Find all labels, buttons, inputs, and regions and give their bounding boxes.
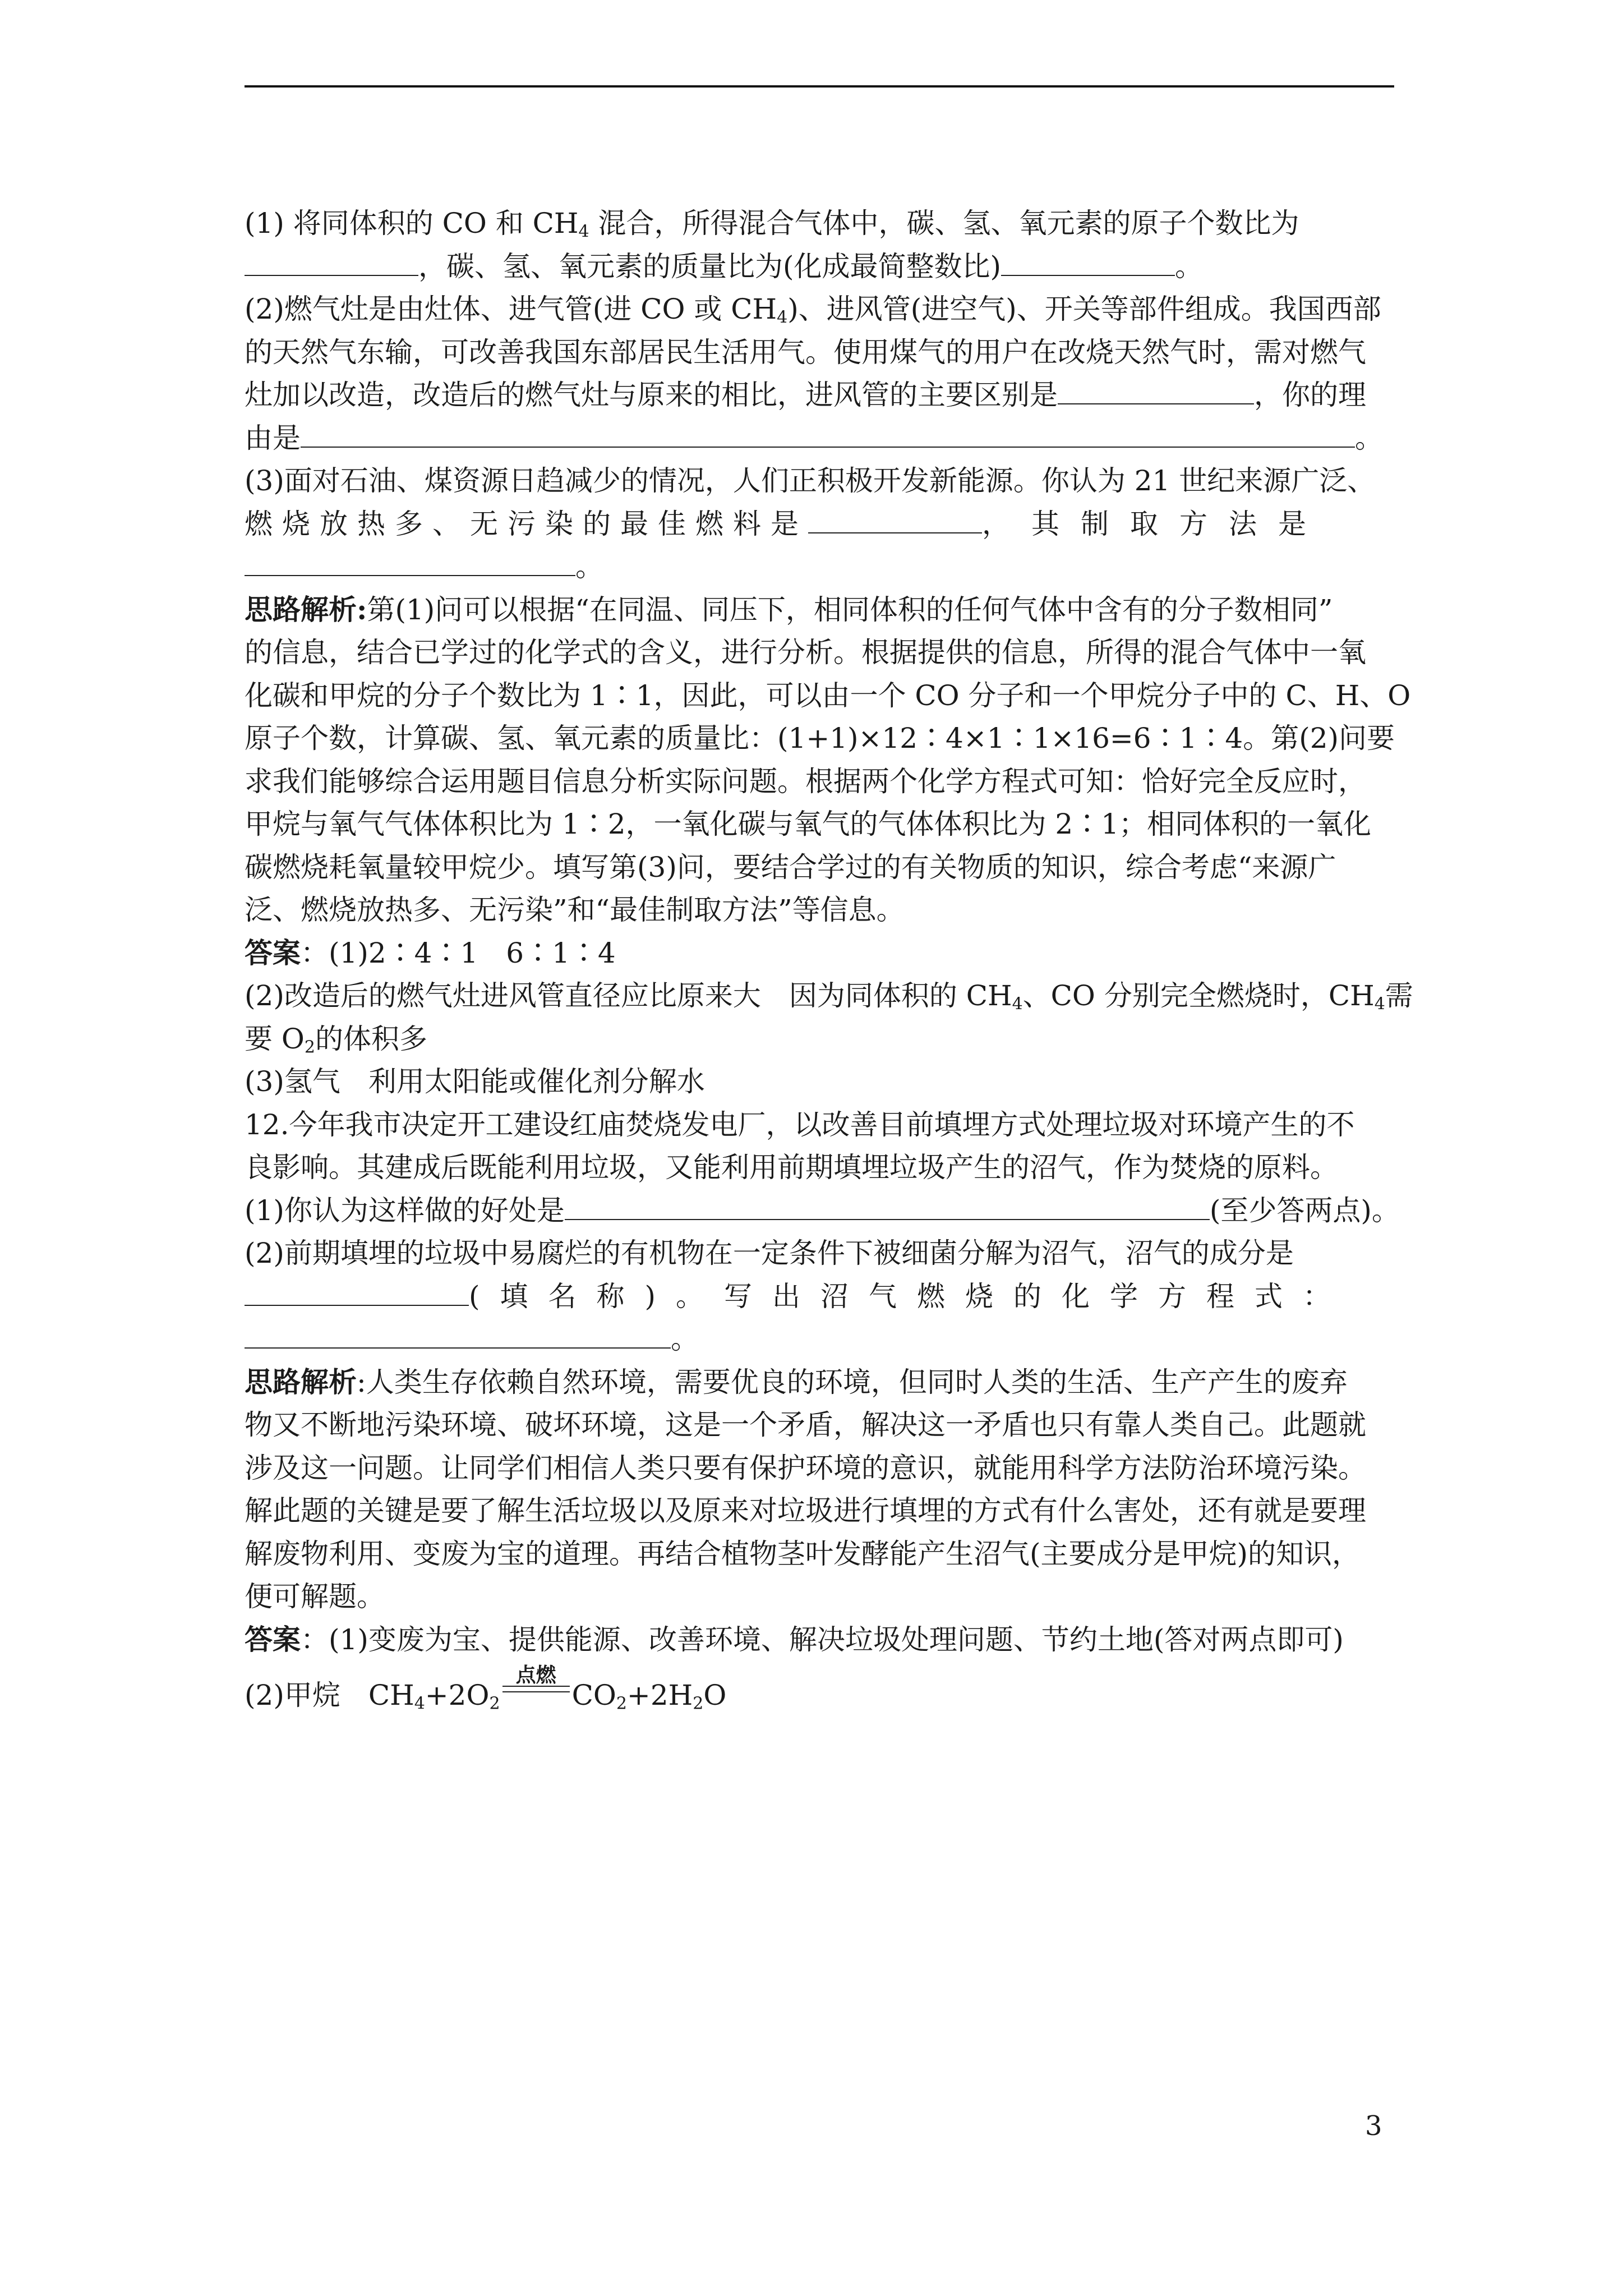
document-body xyxy=(245,202,1413,1735)
answer-blank[interactable] xyxy=(245,548,575,576)
q11-part3-line2: 燃烧放热多、无污染的最佳燃料是 ，其制取方法是 xyxy=(245,503,1394,546)
q11-part3-line1: (3)面对石油、煤资源日趋减少的情况，人们正积极开发新能源。你认为 21 世纪来源广泛、 xyxy=(245,464,1376,497)
page-number: 3 xyxy=(1365,2110,1382,2142)
q12-part1: (1)你认为这样做的好处是 (至少答两点)。 xyxy=(245,1189,1394,1232)
q12-part2-line2: (填名称)。写出沼气燃烧的化学方程式： xyxy=(245,1275,1394,1318)
q11-answer-line3: 要 $O_2$的体积多 xyxy=(245,1022,427,1057)
q11-part2-line1: (2)燃气灶是由灶体、进气管(进 CO 或 $CH_4$)、进风管(进空气)、开关等部件组成。我国西部 xyxy=(245,293,1381,328)
q12-answer-line2: (2)甲烷 $CH_4+2O_2$ 点燃 $CO_2+2H_2O$ xyxy=(245,1661,1394,1735)
q11-answer-line1: 答案：(1)2∶4∶1 6∶1∶4 xyxy=(245,936,616,969)
answer-blank[interactable] xyxy=(1058,376,1254,404)
q11-part1-line2: ，碳、氢、氧元素的质量比为(化成最简整数比) 。 xyxy=(245,245,1394,288)
q12-analysis-line3: 涉及这一问题。让同学们相信人类只要有保护环境的意识，就能用科学方法防治环境污染。 xyxy=(245,1451,1366,1484)
q11-analysis-line5: 求我们能够综合运用题目信息分析实际问题。根据两个化学方程式可知：恰好完全反应时， xyxy=(245,765,1366,798)
answer-label: 答案 xyxy=(245,936,301,969)
answer-blank[interactable] xyxy=(565,1192,1210,1220)
q12-analysis-line5: 解废物利用、变废为宝的道理。再结合植物茎叶发酵能产生沼气(主要成分是甲烷)的知识， xyxy=(245,1537,1361,1570)
q11-part2-line4: 由是 。 xyxy=(245,417,1394,460)
header-rule xyxy=(245,85,1394,88)
answer-label: 答案 xyxy=(245,1622,301,1656)
q11-analysis-line2: 的信息，结合已学过的化学式的含义，进行分析。根据提供的信息，所得的混合气体中一氧 xyxy=(245,636,1366,669)
q12-analysis-line4: 解此题的关键是要了解生活垃圾以及原来对垃圾进行填埋的方式有什么害处，还有就是要理 xyxy=(245,1494,1366,1527)
q12-stem-line1: 12.今年我市决定开工建设红庙焚烧发电厂，以改善目前填埋方式处理垃圾对环境产生的不 xyxy=(245,1108,1355,1141)
q12-part2-line1: (2)前期填埋的垃圾中易腐烂的有机物在一定条件下被细菌分解为沼气，沼气的成分是 xyxy=(245,1237,1294,1269)
q11-part1-line1: (1) 将同体积的 CO 和 $CH_4$ 混合，所得混合气体中，碳、氢、氧元素的原子个数比为 xyxy=(245,207,1299,242)
q11-analysis-line4: 原子个数，计算碳、氢、氧元素的质量比：(1+1)×12∶4×1∶1×16=6∶1∶4。第(2)问要 xyxy=(245,722,1395,754)
q12-stem-line2: 良影响。其建成后既能利用垃圾，又能利用前期填埋垃圾产生的沼气，作为焚烧的原料。 xyxy=(245,1151,1338,1184)
q11-part2-line2: 的天然气东输，可改善我国东部居民生活用气。使用煤气的用户在改烧天然气时，需对燃气 xyxy=(245,335,1366,369)
answer-blank[interactable] xyxy=(245,1320,671,1349)
q11-part3-line3: 。 xyxy=(245,545,1394,588)
q12-analysis-line6: 便可解题。 xyxy=(245,1580,385,1613)
q11-analysis-line7: 碳燃烧耗氧量较甲烷少。填写第(3)问，要结合学过的有关物质的知识，综合考虑“来源广 xyxy=(245,850,1336,884)
reaction-arrow xyxy=(500,1664,572,1705)
analysis-label: 思路解析 xyxy=(245,1365,357,1398)
q12-answer-line1: 答案：(1)变废为宝、提供能源、改善环境、解决垃圾处理问题、节约土地(答对两点即可) xyxy=(245,1622,1344,1656)
reaction-condition: 点燃 xyxy=(515,1664,556,1687)
q12-analysis-line2: 物又不断地污染环境、破坏环境，这是一个矛盾，解决这一矛盾也只有靠人类自己。此题就 xyxy=(245,1409,1366,1441)
q11-answer-line4: (3)氢气 利用太阳能或催化剂分解水 xyxy=(245,1065,705,1098)
analysis-label: 思路解析 xyxy=(245,592,357,626)
answer-blank[interactable] xyxy=(808,505,982,533)
q12-part2-line3: 。 xyxy=(245,1318,1394,1361)
q11-analysis-line6: 甲烷与氧气气体体积比为 1∶2，一氧化碳与氧气的气体体积比为 2∶1；相同体积的一氧化 xyxy=(245,808,1372,840)
q11-analysis-line8: 泛、燃烧放热多、无污染”和“最佳制取方法”等信息。 xyxy=(245,894,905,926)
answer-blank[interactable] xyxy=(245,1278,469,1306)
q11-analysis-line3: 化碳和甲烷的分子个数比为 1∶1，因此，可以由一个 CO 分子和一个甲烷分子中的 C、H、O xyxy=(245,679,1411,712)
answer-blank[interactable] xyxy=(245,248,418,276)
q11-part2-line3: 灶加以改造，改造后的燃气灶与原来的相比，进风管的主要区别是 ，你的理 xyxy=(245,374,1394,417)
answer-blank[interactable] xyxy=(1001,248,1175,276)
q11-analysis-line1: 思路解析:第(1)问可以根据“在同温、同压下，相同体积的任何气体中含有的分子数相同” xyxy=(245,592,1333,626)
answer-blank[interactable] xyxy=(301,420,1355,448)
q11-answer-line2: (2)改造后的燃气灶进风管直径应比原来大 因为同体积的 $CH_4$、CO 分别完全燃烧时，$CH_4$需 xyxy=(245,979,1413,1014)
q12-analysis-line1: 思路解析:人类生存依赖自然环境，需要优良的环境，但同时人类的生活、生产产生的废弃 xyxy=(245,1365,1348,1398)
